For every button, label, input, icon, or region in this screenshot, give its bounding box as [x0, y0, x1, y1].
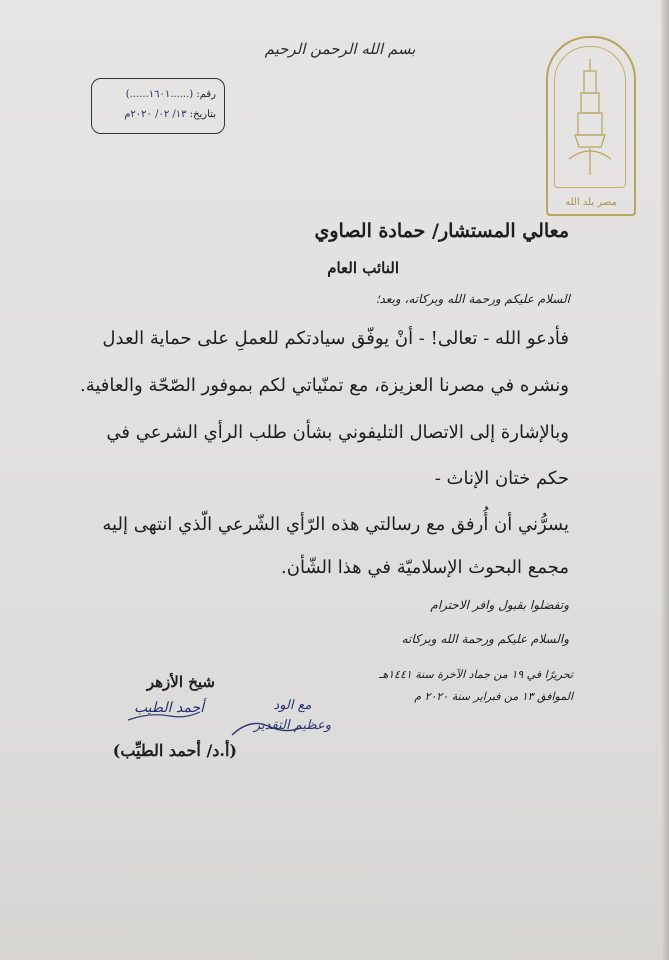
signatory-name: (أ.د/ أحمد الطيِّب): [112, 741, 237, 760]
reference-date-value: ١٣/ ٠٢/ ٢٠٢٠م: [124, 109, 187, 120]
handwritten-note-line1: مع الود: [273, 698, 312, 713]
body-line: فأدعو الله - تعالى! - أنْ يوفّق سيادتكم للعملِ على حماية العدل: [102, 328, 569, 349]
recipient-line: معالي المستشار/ حمادة الصاوي: [314, 220, 569, 242]
body-line: مجمع البحوث الإسلاميّة في هذا الشّأن.: [281, 557, 569, 578]
date-gregorian: الموافق ١٣ من فبراير سنة ٢٠٢٠ م: [414, 690, 573, 703]
greeting-line: السلام عليكم ورحمة الله وبركاته، وبعد؛: [375, 292, 570, 306]
reference-number-value: (......١٦٠١......): [125, 89, 194, 100]
closing-salutation: والسلام عليكم ورحمة الله وبركاته: [401, 632, 569, 646]
reference-number-label: رقم:: [196, 89, 216, 100]
handwritten-note-line2: وعظيم التقدير: [253, 718, 331, 733]
closing-respect: وتفضلوا بقبول وافر الاحترام: [430, 598, 569, 612]
handwritten-signature: أحمد الطيب: [133, 700, 204, 716]
date-hijri: تحريرًا في ١٩ من جماد الآخرة سنة ١٤٤١هـ: [379, 668, 573, 681]
body-line: حكم ختان الإناث -: [434, 468, 569, 489]
body-line: يسرُّني أن أُرفق مع رسالتي هذه الرّأي الشّرعي الّذي انتهى إليه: [102, 514, 569, 535]
body-line: ونشره في مصرنا العزيزة، مع تمنّياتي لكم بموفور الصّحّة والعافية.: [79, 375, 569, 396]
recipient-title: النائب العام: [327, 259, 399, 277]
body-line: وبالإشارة إلى الاتصال التليفوني بشأن طلب الرأي الشرعي في: [106, 422, 569, 443]
basmala: بسم الله الرحمن الرحيم: [264, 40, 416, 58]
reference-date-label: بتاريخ:: [189, 109, 216, 120]
emblem-motto: مصر بلد الله: [565, 197, 617, 208]
signatory-title: شيخ الأزهر: [146, 673, 215, 691]
